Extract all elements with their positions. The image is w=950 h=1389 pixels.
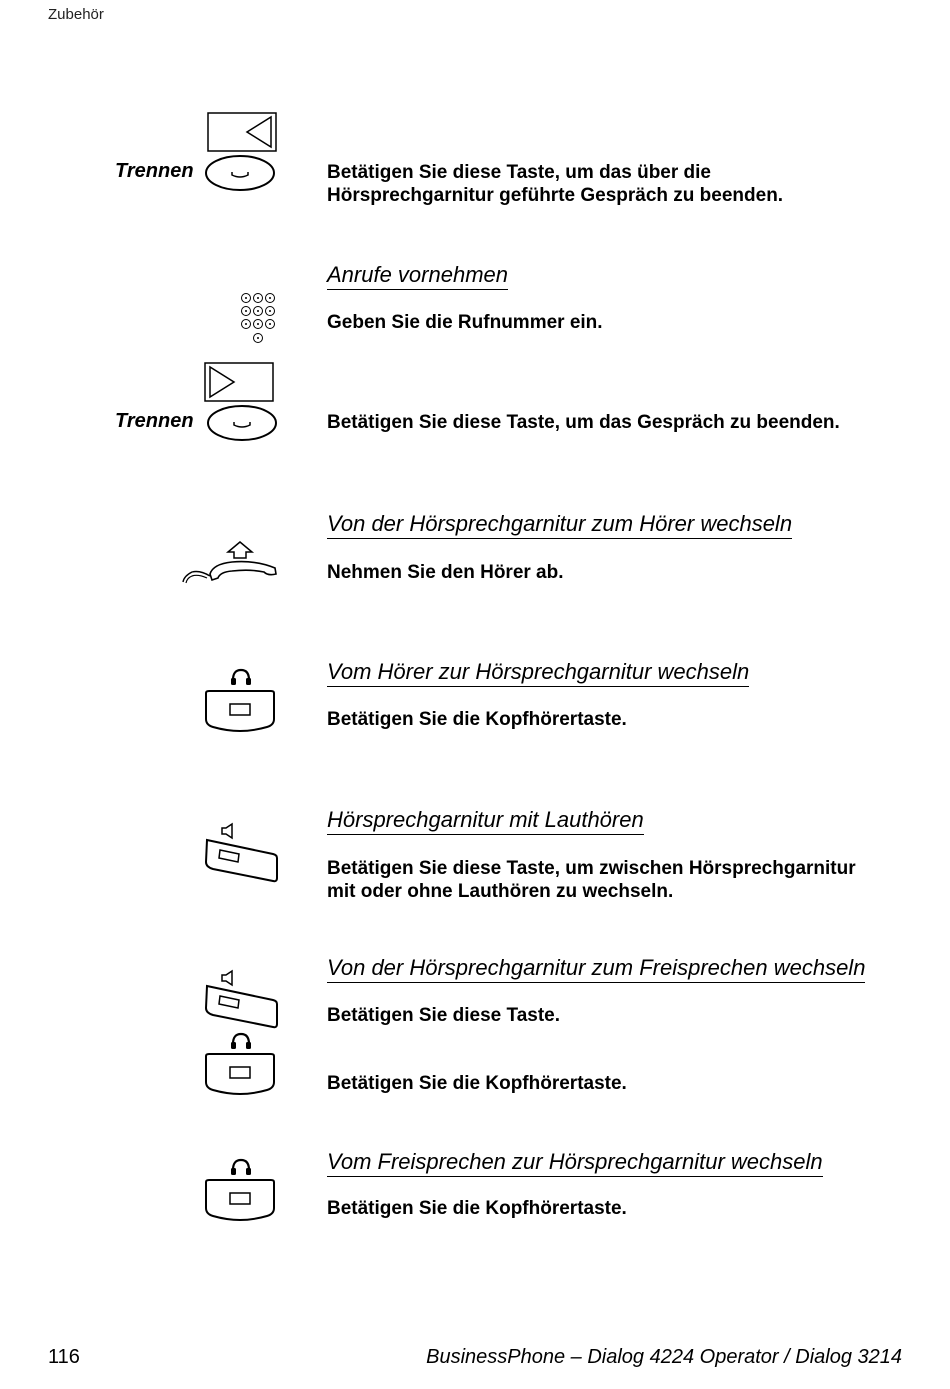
headset-key-icon bbox=[203, 1052, 277, 1096]
handsfree-to-headset-heading: Vom Freisprechen zur Hörsprechgarnitur wechseln bbox=[327, 1149, 823, 1177]
keypad-icon bbox=[240, 292, 280, 346]
headset-key-icon bbox=[203, 1178, 277, 1222]
headset-key-icon bbox=[203, 689, 277, 733]
disconnect-key-icon bbox=[204, 154, 276, 192]
headset-icon bbox=[230, 1158, 252, 1178]
handset-to-headset-text: Betätigen Sie die Kopfhörertaste. bbox=[327, 709, 627, 730]
headset-to-handset-text: Nehmen Sie den Hörer ab. bbox=[327, 562, 564, 583]
headset-to-handsfree-text2: Betätigen Sie die Kopfhörertaste. bbox=[327, 1073, 627, 1094]
disconnect-text-line1: Betätigen Sie diese Taste, um das über die bbox=[327, 162, 711, 183]
display-left-arrow-icon bbox=[207, 112, 277, 152]
disconnect-label: Trennen bbox=[115, 410, 194, 432]
make-calls-heading: Anrufe vornehmen bbox=[327, 262, 508, 290]
headset-loudspeaker-text-line2: mit oder ohne Lauthören zu wechseln. bbox=[327, 881, 674, 902]
loudspeaker-key-icon bbox=[203, 984, 279, 1030]
disconnect-key-icon bbox=[206, 404, 278, 442]
lift-handset-icon bbox=[180, 540, 280, 584]
handset-to-headset-heading: Vom Hörer zur Hörsprechgarnitur wechseln bbox=[327, 659, 749, 687]
loudspeaker-key-icon bbox=[203, 838, 279, 884]
headset-to-handset-heading: Von der Hörsprechgarnitur zum Hörer wechseln bbox=[327, 511, 792, 539]
headset-loudspeaker-heading: Hörsprechgarnitur mit Lauthören bbox=[327, 807, 644, 835]
headset-loudspeaker-text-line1: Betätigen Sie diese Taste, um zwischen Hörsprechgarnitur bbox=[327, 858, 856, 879]
headset-icon bbox=[230, 668, 252, 688]
page-number: 116 bbox=[48, 1346, 80, 1368]
disconnect-label: Trennen bbox=[115, 160, 194, 182]
make-calls-text: Geben Sie die Rufnummer ein. bbox=[327, 312, 603, 333]
page-header-section: Zubehör bbox=[48, 6, 104, 23]
display-right-arrow-icon bbox=[204, 362, 274, 402]
headset-icon bbox=[230, 1032, 252, 1052]
document-title: BusinessPhone – Dialog 4224 Operator / Dialog 3214 bbox=[426, 1346, 902, 1368]
disconnect-text-line2: Hörsprechgarnitur geführte Gespräch zu beenden. bbox=[327, 185, 784, 206]
handsfree-to-headset-text: Betätigen Sie die Kopfhörertaste. bbox=[327, 1198, 627, 1219]
headset-to-handsfree-heading: Von der Hörsprechgarnitur zum Freisprechen wechseln bbox=[327, 955, 865, 983]
disconnect-text: Betätigen Sie diese Taste, um das Gespräch zu beenden. bbox=[327, 412, 840, 433]
headset-to-handsfree-text1: Betätigen Sie diese Taste. bbox=[327, 1005, 561, 1026]
